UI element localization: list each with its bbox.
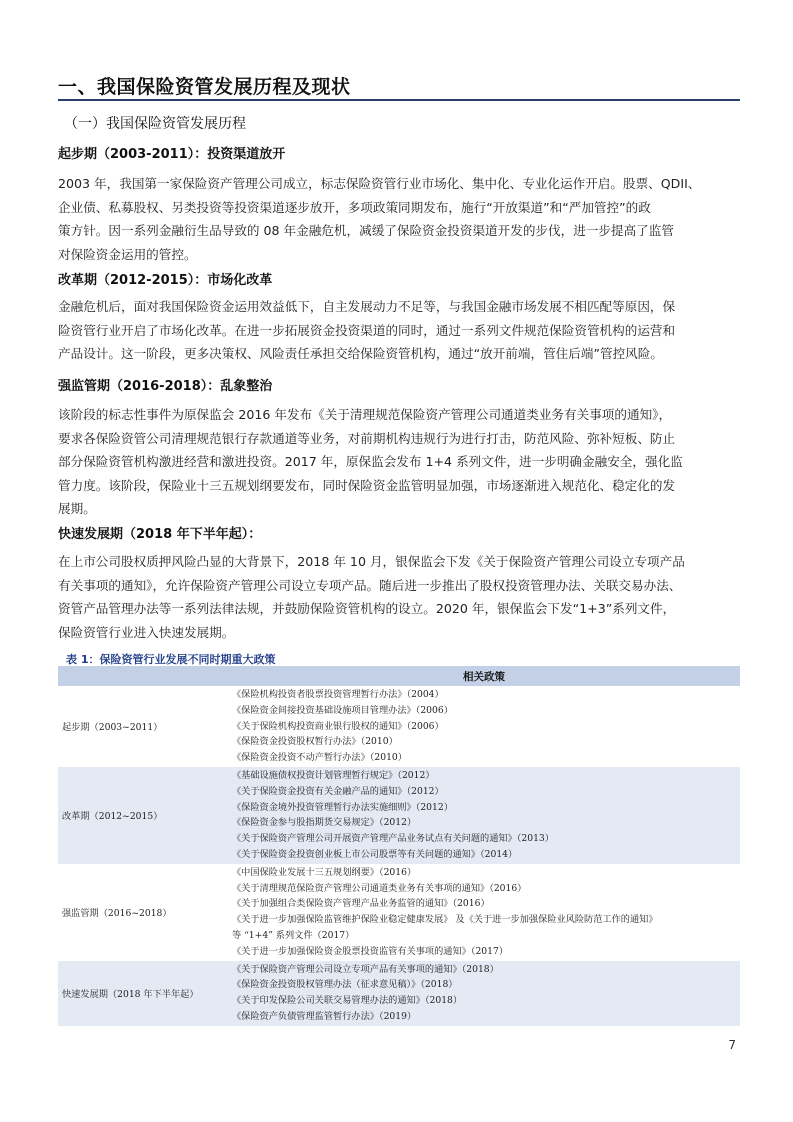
policy-cell bbox=[228, 686, 740, 767]
heading-rule bbox=[58, 99, 740, 101]
text-line: 策方针。因一系列金融衍生品导致的 08 年金融危机，减缓了保险资金投资渠道开发的步伐，进一步提高了监管 bbox=[58, 223, 674, 238]
policy-item: 《关于进一步加强保险资金股票投资监管有关事项的通知》（2017） bbox=[232, 945, 509, 957]
policy-item: 《保险资金间接投资基础设施项目管理办法》（2006） bbox=[232, 704, 453, 716]
policy-cell bbox=[228, 961, 740, 1026]
policy-item: 《关于保险资产管理公司设立专项产品有关事项的通知》（2018） bbox=[232, 963, 499, 975]
text-line: 要求各保险资管公司清理规范银行存款通道等业务，对前期机构违规行为进行打击，防范风险、弥补短板、防止 bbox=[58, 430, 676, 446]
policy-item: 《关于保险资金投资创业板上市公司股票等有关问题的通知》（2014） bbox=[232, 848, 518, 860]
policy-item: 《保险资金参与股指期货交易规定》（2012） bbox=[232, 817, 417, 829]
period-paragraph-regulation bbox=[58, 403, 740, 521]
text-line: 该阶段的标志性事件为原保监会 2016 年发布《关于清理规范保险资产管理公司通道类业务有关事项的通知》， bbox=[58, 407, 672, 422]
text-line: 险资管行业开启了市场化改革。在进一步拓展资金投资渠道的同时，通过一系列文件规范保险资管机构的运营和 bbox=[58, 322, 676, 338]
policy-table bbox=[58, 666, 740, 1026]
policy-item: 《关于进一步加强保险监管维护保险业稳定健康发展》 及《关于进一步加强保险业风险防范工作的通知》 bbox=[232, 914, 658, 926]
policy-item: 《保险资金投资股权暂行办法》（2010） bbox=[232, 736, 398, 748]
policy-cell bbox=[228, 767, 740, 864]
policy-cell bbox=[228, 864, 740, 961]
period-cell: 强监管期（2016~2018） bbox=[62, 908, 172, 920]
policy-item: 《中国保险业发展十三五规划纲要》（2016） bbox=[232, 866, 417, 878]
period-title-reform: 改革期（2012-2015）：市场化改革 bbox=[58, 273, 273, 288]
text-line: 金融危机后，面对我国保险资金运用效益低下，自主发展动力不足等，与我国金融市场发展不相匹配等原因，保 bbox=[58, 299, 676, 314]
policy-item: 《关于保险资金投资有关金融产品的通知》（2012） bbox=[232, 785, 444, 797]
policy-item: 《关于印发保险公司关联交易管理办法的通知》（2018） bbox=[232, 995, 463, 1007]
policy-item: 等 “1+4” 系列文件（2017） bbox=[232, 929, 355, 941]
text-line: 有关事项的通知》，允许保险资产管理公司设立专项产品。随后进一步推出了股权投资管理办法、关联交易办法、 bbox=[58, 577, 682, 593]
policy-item: 《保险资金投资股权管理办法（征求意见稿）》（2018） bbox=[232, 979, 458, 991]
policy-item: 《关于加强组合类保险资产管理产品业务监管的通知》（2016） bbox=[232, 898, 490, 910]
text-line: 在上市公司股权质押风险凸显的大背景下，2018 年 10 月，银保监会下发《关于保险资产管理公司设立专项产品 bbox=[58, 554, 685, 569]
policy-item: 《关于清理规范保险资产管理公司通道类业务有关事项的通知》（2016） bbox=[232, 882, 527, 894]
period-title-growth: 快速发展期（2018 年下半年起）： bbox=[58, 527, 262, 542]
table-header-period bbox=[58, 666, 228, 686]
table-row bbox=[58, 864, 740, 961]
period-title-regulation: 强监管期（2016-2018）：乱象整治 bbox=[58, 379, 273, 394]
text-line: 资管产品管理办法等一系列法律法规，并鼓励保险资管机构的设立。2020 年，银保监会下发“1+3”系列文件， bbox=[58, 601, 676, 616]
text-line: 部分保险资管机构激进经营和激进投资。2017 年，原保监会发布 1+4 系列文件，进一步明确金融安全，强化监 bbox=[58, 454, 683, 469]
policy-item: 《保险机构投资者股票投资管理暂行办法》（2004） bbox=[232, 689, 444, 700]
table-row bbox=[58, 767, 740, 864]
chapter-heading: 一、我国保险资管发展历程及现状 bbox=[58, 76, 351, 98]
period-paragraph-reform bbox=[58, 295, 740, 366]
table-row bbox=[58, 686, 740, 767]
policy-item: 《关于保险机构投资商业银行股权的通知》（2006） bbox=[232, 720, 444, 732]
period-cell: 改革期（2012~2015） bbox=[58, 767, 228, 864]
text-line: 企业债、私募股权、另类投资等投资渠道逐步放开，多项政策同期发布，施行“开放渠道”和“严加管控”的政 bbox=[58, 199, 651, 215]
text-line: 展期。 bbox=[58, 501, 96, 516]
period-paragraph-growth bbox=[58, 550, 740, 644]
table-row bbox=[58, 961, 740, 1026]
period-paragraph-startup bbox=[58, 172, 740, 266]
section-heading: （一）我国保险资管发展历程 bbox=[64, 116, 246, 132]
policy-item: 《关于保险资产管理公司开展资产管理产品业务试点有关问题的通知》（2013） bbox=[232, 833, 554, 845]
text-line: 对保险资金运用的管控。 bbox=[58, 246, 197, 262]
policy-item: 《基础设施债权投资计划管理暂行规定》（2012） bbox=[232, 769, 435, 781]
table-header-row bbox=[58, 666, 740, 686]
text-line: 2003 年，我国第一家保险资产管理公司成立，标志保险资管行业市场化、集中化、专业化运作开启。股票、QDII、 bbox=[58, 176, 701, 191]
table-caption: 表 1：保险资管行业发展不同时期重大政策 bbox=[66, 653, 276, 666]
policy-item: 《保险资金投资不动产暂行办法》（2010） bbox=[232, 752, 407, 764]
period-title-startup: 起步期（2003-2011）：投资渠道放开 bbox=[58, 147, 286, 162]
text-line: 保险资管行业进入快速发展期。 bbox=[58, 624, 235, 640]
period-cell: 快速发展期（2018 年下半年起） bbox=[58, 961, 228, 1026]
policy-item: 《保险资金境外投资管理暂行办法实施细则》（2012） bbox=[232, 801, 453, 813]
text-line: 产品设计。这一阶段，更多决策权、风险责任承担交给保险资管机构，通过“放开前端，管住后端”管控风险。 bbox=[58, 346, 663, 361]
page-number: 7 bbox=[728, 1038, 736, 1052]
text-line: 管力度。该阶段，保险业十三五规划纲要发布，同时保险资金监管明显加强，市场逐渐进入规范化、稳定化的发 bbox=[58, 477, 676, 493]
table-header-policies: 相关政策 bbox=[228, 666, 740, 686]
period-cell: 起步期（2003~2011） bbox=[62, 722, 163, 734]
policy-item: 《保险资产负债管理监管暂行办法》（2019） bbox=[232, 1010, 417, 1022]
